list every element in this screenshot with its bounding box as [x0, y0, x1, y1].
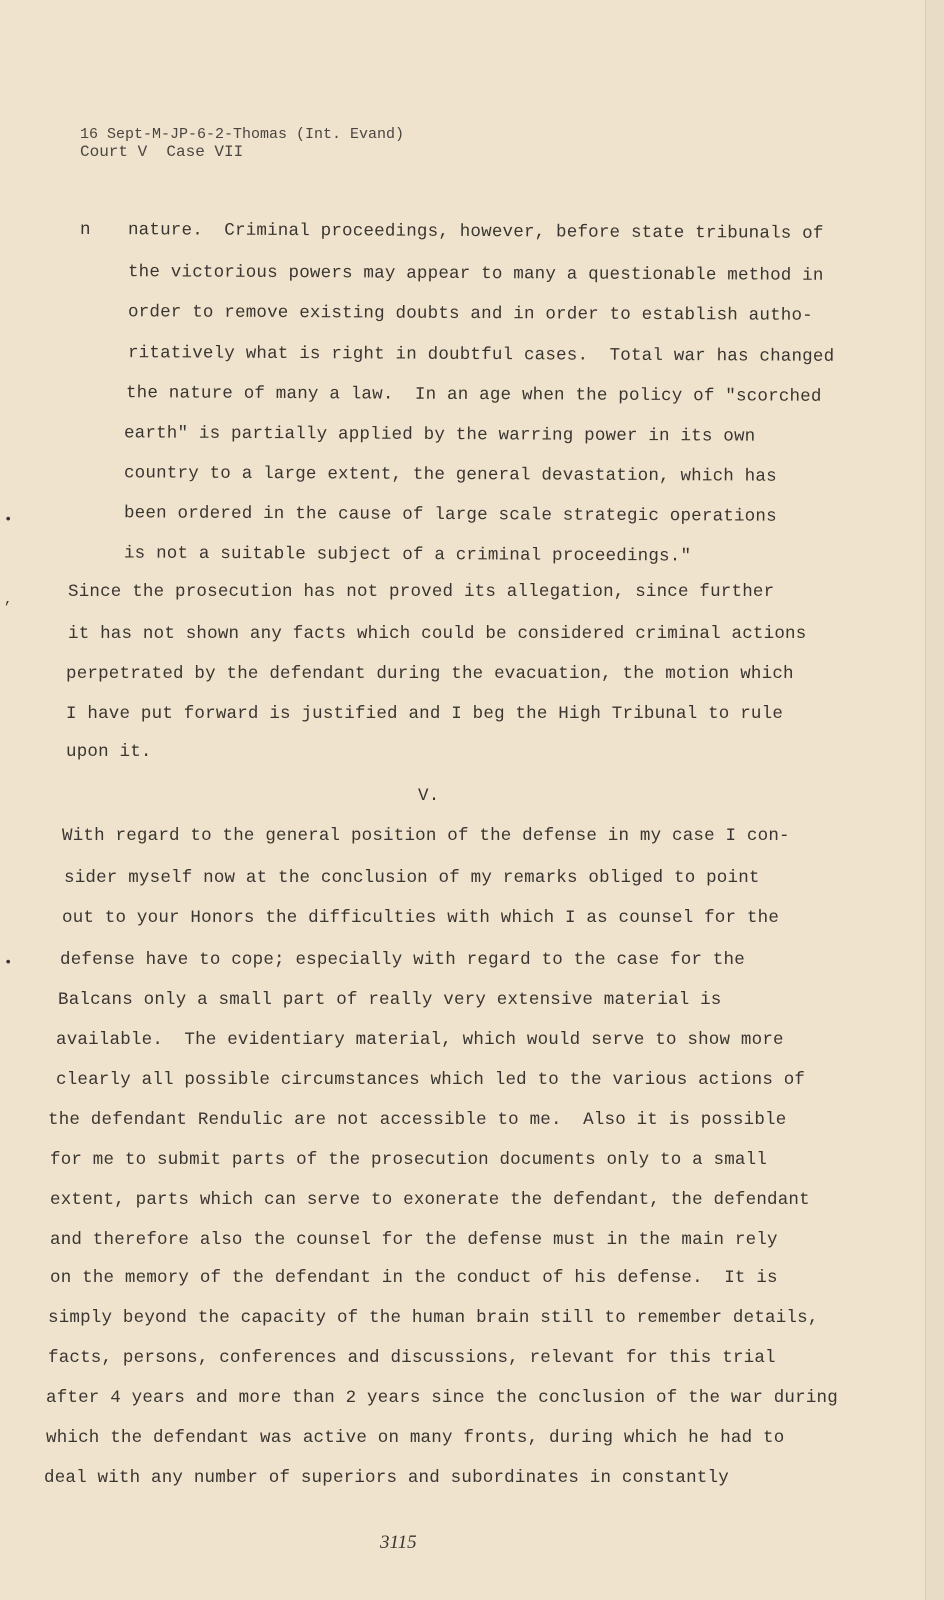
text-line: order to remove existing doubts and in order to establish autho- [127, 302, 813, 326]
text-line: the victorious powers may appear to many a questionable method in [127, 262, 824, 286]
text-line: for me to submit parts of the prosecution documents only to a small [50, 1150, 768, 1170]
text-line: n [80, 220, 91, 240]
text-line: after 4 years and more than 2 years since the conclusion of the war during [46, 1388, 838, 1408]
text-line: sider myself now at the conclusion of my remarks obliged to point [64, 868, 760, 888]
text-line: With regard to the general position of the defense in my case I con- [62, 826, 790, 846]
margin-mark: , [4, 592, 13, 608]
text-line: simply beyond the capacity of the human brain still to remember details, [48, 1308, 819, 1328]
text-line: and therefore also the counsel for the defense must in the main rely [50, 1230, 778, 1250]
text-line: the defendant Rendulic are not accessible to me. Also it is possible [48, 1110, 787, 1130]
text-line: I have put forward is justified and I beg the High Tribunal to rule [66, 704, 784, 724]
section-heading: V. [418, 786, 440, 806]
text-line: country to a large extent, the general devastation, which has [123, 463, 777, 487]
text-line: facts, persons, conferences and discussions, relevant for this trial [48, 1348, 776, 1368]
text-line: been ordered in the cause of large scale strategic operations [123, 503, 777, 527]
text-line: on the memory of the defendant in the conduct of his defense. It is [50, 1268, 778, 1288]
text-line: which the defendant was active on many fronts, during which he had to [46, 1428, 785, 1448]
text-line: it has not shown any facts which could be considered criminal actions [68, 624, 807, 644]
margin-mark: • [4, 955, 13, 971]
margin-mark: • [4, 512, 13, 528]
text-line: extent, parts which can serve to exonerate the defendant, the defendant [50, 1190, 810, 1210]
text-line: ritatively what is right in doubtful cases. Total war has changed [127, 343, 835, 367]
header-court-case: Court V Case VII [80, 143, 244, 161]
page-number: 3115 [380, 1532, 417, 1553]
text-line: Since the prosecution has not proved its allegation, since further [68, 582, 775, 602]
text-line: the nature of many a law. In an age when the policy of "scorched [125, 383, 822, 407]
text-line: earth" is partially applied by the warring power in its own [123, 423, 756, 447]
text-line: upon it. [66, 742, 152, 762]
text-line: perpetrated by the defendant during the evacuation, the motion which [66, 664, 794, 684]
text-line: available. The evidentiary material, which would serve to show more [56, 1030, 784, 1050]
page-edge [925, 0, 944, 1600]
text-line: deal with any number of superiors and subordinates in constantly [44, 1468, 729, 1488]
text-line: out to your Honors the difficulties with which I as counsel for the [62, 908, 780, 928]
text-line: is not a suitable subject of a criminal proceedings." [123, 543, 692, 567]
text-line: clearly all possible circumstances which led to the various actions of [56, 1070, 806, 1090]
header-reference: 16 Sept-M-JP-6-2-Thomas (Int. Evand) [80, 126, 405, 143]
text-line: defense have to cope; especially with regard to the case for the [60, 950, 745, 970]
text-line: nature. Criminal proceedings, however, before state tribunals of [127, 220, 824, 244]
text-line: Balcans only a small part of really very extensive material is [58, 990, 722, 1010]
